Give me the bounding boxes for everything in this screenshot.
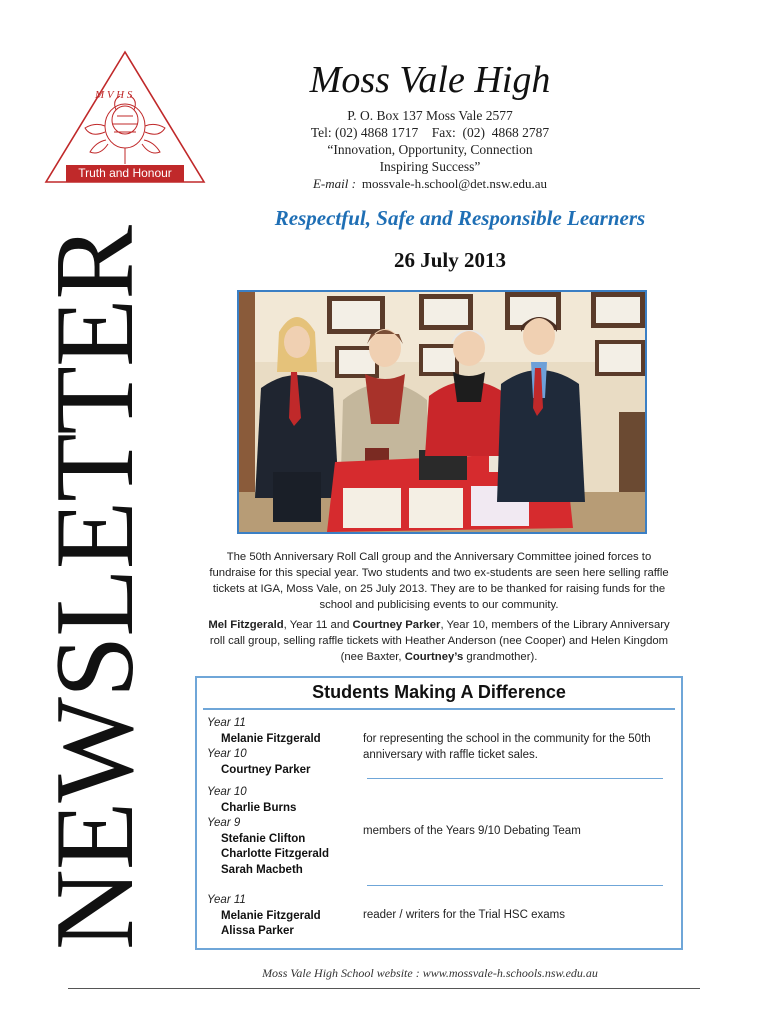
group-3-description: reader / writers for the Trial HSC exams — [363, 909, 565, 921]
photo-illustration-icon — [239, 292, 645, 532]
student-name: Sarah Macbeth — [221, 863, 303, 876]
school-motto-line1: “Innovation, Opportunity, Connection — [327, 142, 533, 157]
group-photo — [237, 290, 647, 534]
caption-line — [196, 617, 682, 633]
photo-caption-paragraph — [196, 549, 682, 613]
student-name: Charlotte Fitzgerald — [221, 848, 329, 860]
email-line — [260, 176, 600, 192]
phone-fax: Tel: (02) 4868 1717 Fax: (02) 4868 2787 — [310, 125, 550, 140]
logo-motto: Truth and Honour — [66, 165, 184, 182]
newsletter-date: 26 July 2013 — [393, 248, 506, 272]
year-label: Year 10 — [207, 748, 247, 760]
box-title: Students Making A Difference — [312, 682, 566, 702]
description-line: for representing the school in the community for the 50th — [363, 733, 651, 745]
footer-website[interactable]: Moss Vale High School website : www.mossvale-h.schools.nsw.edu.au — [262, 966, 598, 980]
photo-caption-names-paragraph — [196, 617, 682, 665]
student-name: Charlie Burns — [221, 801, 297, 814]
student-name: Courtney’s — [404, 651, 464, 663]
student-name: Courtney Parker — [221, 763, 311, 776]
group-1-description — [363, 732, 663, 763]
group-3-students — [207, 893, 321, 940]
student-name: Melanie Fitzgerald — [221, 732, 321, 745]
email-address[interactable]: mossvale-h.school@det.nsw.edu.au — [361, 176, 548, 191]
logo-initials: M V H S — [95, 89, 133, 101]
school-motto-line2: Inspiring Success” — [379, 159, 481, 174]
year-label: Year 10 — [207, 786, 247, 798]
caption-line: roll call group, selling raffle tickets with Heather Anderson (nee Cooper) and Helen Kingdom — [209, 635, 669, 647]
description-line: anniversary with raffle ticket sales. — [363, 748, 538, 761]
caption-line — [196, 649, 682, 665]
group-2-students — [207, 785, 329, 878]
group-2-description: members of the Years 9/10 Debating Team — [363, 825, 581, 837]
student-name: Mel Fitzgerald — [208, 619, 284, 631]
year-label: Year 11 — [207, 894, 246, 906]
students-making-difference-box — [195, 676, 683, 950]
group-divider — [367, 885, 663, 886]
student-name: Courtney Parker — [352, 619, 441, 631]
caption-line: school and publicising events to our community. — [319, 599, 559, 611]
student-name: Stefanie Clifton — [221, 832, 306, 845]
footer-divider — [68, 988, 700, 989]
caption-line: The 50th Anniversary Roll Call group and the Anniversary Committee joined forces to — [226, 551, 652, 563]
group-divider — [367, 778, 663, 779]
year-label: Year 9 — [207, 817, 241, 829]
year-label: Year 11 — [207, 717, 246, 729]
caption-line: tickets at IGA, Moss Vale, on 25 July 2013. They are to be thanked for raising funds for the — [212, 583, 666, 595]
email-label: E-mail : — [312, 176, 356, 191]
caption-text: (nee Baxter, — [340, 651, 405, 663]
caption-line: fundraise for this special year. Two students and two ex-students are seen here selling raffle — [209, 567, 669, 579]
tagline: Respectful, Safe and Responsible Learners — [274, 206, 646, 230]
caption-text: , Year 10, members of the Library Anniversary — [440, 619, 670, 631]
po-box: P. O. Box 137 Moss Vale 2577 — [347, 108, 513, 123]
caption-text: , Year 11 and — [283, 619, 353, 631]
group-1-students — [207, 716, 321, 778]
caption-text: grandmother). — [463, 651, 538, 663]
school-name: Moss Vale High — [309, 59, 551, 101]
box-title-divider — [203, 708, 675, 710]
newsletter-vertical-title: NEWSLETTER — [33, 225, 157, 950]
student-name: Alissa Parker — [221, 925, 294, 937]
student-name: Melanie Fitzgerald — [221, 909, 321, 922]
